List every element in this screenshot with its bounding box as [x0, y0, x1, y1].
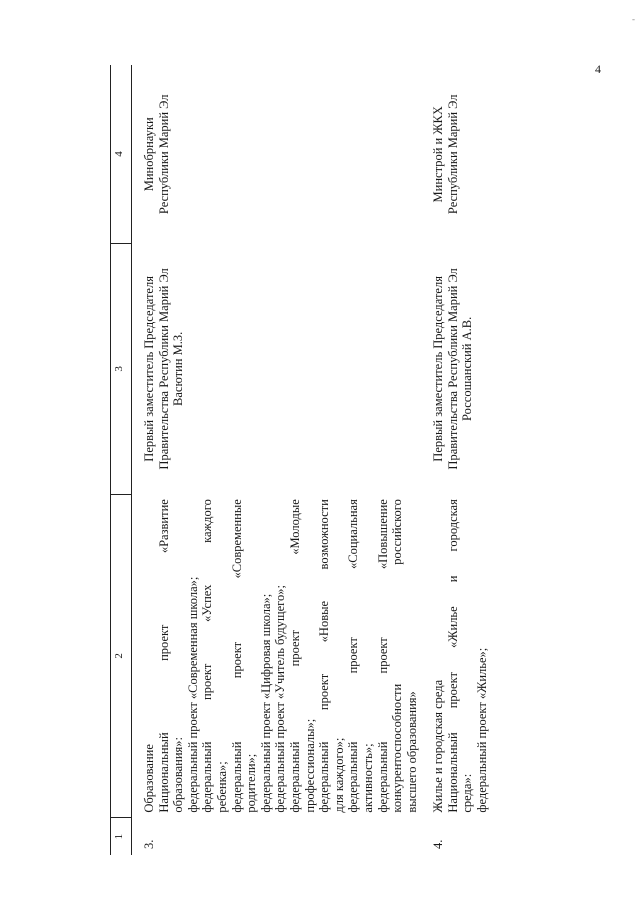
- project-line: Национальный проект «Жилье и городская: [445, 499, 460, 813]
- project-line: профессионалы»;: [302, 718, 317, 813]
- responsible-line: Правительства Республики Марий Эл: [445, 268, 460, 470]
- body-cell: [140, 65, 421, 244]
- table-row: [429, 65, 491, 855]
- responsible-line: Первый заместитель Председателя: [431, 276, 446, 462]
- project-line: федеральный проект «Цифровая школа»;: [258, 593, 273, 813]
- project-line: высшего образования»: [404, 691, 419, 813]
- project-line: федеральный проект «Новые возможности: [317, 499, 332, 813]
- project-cell: [429, 494, 491, 817]
- rotated-table-wrapper: [110, 65, 610, 855]
- project-line: федеральный проект «Жилье»;: [475, 647, 490, 813]
- responsible-line: Первый заместитель Председателя: [142, 276, 156, 462]
- column-header-2: 2: [111, 494, 132, 817]
- project-line: федеральный проект «Учитель будущего»;: [273, 585, 288, 813]
- body-line: Минобрнауки: [142, 117, 156, 192]
- responsible-line: Правительства Республики Марий Эл: [156, 268, 171, 470]
- projects-table: [110, 65, 492, 855]
- project-line: для каждого»;: [331, 737, 346, 813]
- project-line: федеральный проект «Современная школа»;: [185, 576, 200, 813]
- project-line: федеральный проект «Повышение: [375, 499, 390, 813]
- body-line: Республики Марий Эл: [156, 94, 171, 215]
- project-line: активность»;: [360, 743, 375, 813]
- column-header-3: 3: [111, 244, 132, 495]
- project-line: федеральный проект «Успех каждого: [200, 499, 215, 813]
- responsible-line: Россошанский А.В.: [460, 316, 475, 421]
- project-line: федеральный проект «Современные: [229, 499, 244, 813]
- project-line: конкурентоспособности российского: [390, 499, 405, 813]
- row-number: 4.: [431, 839, 446, 849]
- project-line: Национальный проект «Развитие: [156, 499, 171, 813]
- body-cell: [429, 65, 491, 244]
- project-line: среда»:: [460, 773, 475, 813]
- body-line: Республики Марий Эл: [445, 94, 460, 215]
- body-line: Минстрой и ЖКХ: [431, 106, 446, 203]
- project-line: федеральный проект «Социальная: [346, 499, 361, 813]
- responsible-cell: [429, 244, 491, 495]
- responsible-line: Васютин М.З.: [171, 331, 186, 406]
- scan-edge-mark: -: [632, 14, 635, 24]
- column-header-4: 4: [111, 65, 132, 244]
- table-header-row: [111, 65, 132, 855]
- project-line: Жилье и городская среда: [431, 679, 446, 813]
- project-cell: [140, 494, 421, 817]
- page-number: 4: [595, 62, 601, 76]
- column-header-1: 1: [111, 818, 132, 855]
- row-number: 3.: [142, 839, 156, 849]
- project-line: ребенка»;: [214, 761, 229, 813]
- responsible-cell: [140, 244, 421, 495]
- project-line: федеральный проект «Молодые: [287, 499, 302, 813]
- project-line: Образование: [142, 744, 156, 813]
- project-line: родители»;: [244, 753, 259, 813]
- project-line: образования»:: [171, 736, 186, 813]
- table-row: [140, 65, 421, 855]
